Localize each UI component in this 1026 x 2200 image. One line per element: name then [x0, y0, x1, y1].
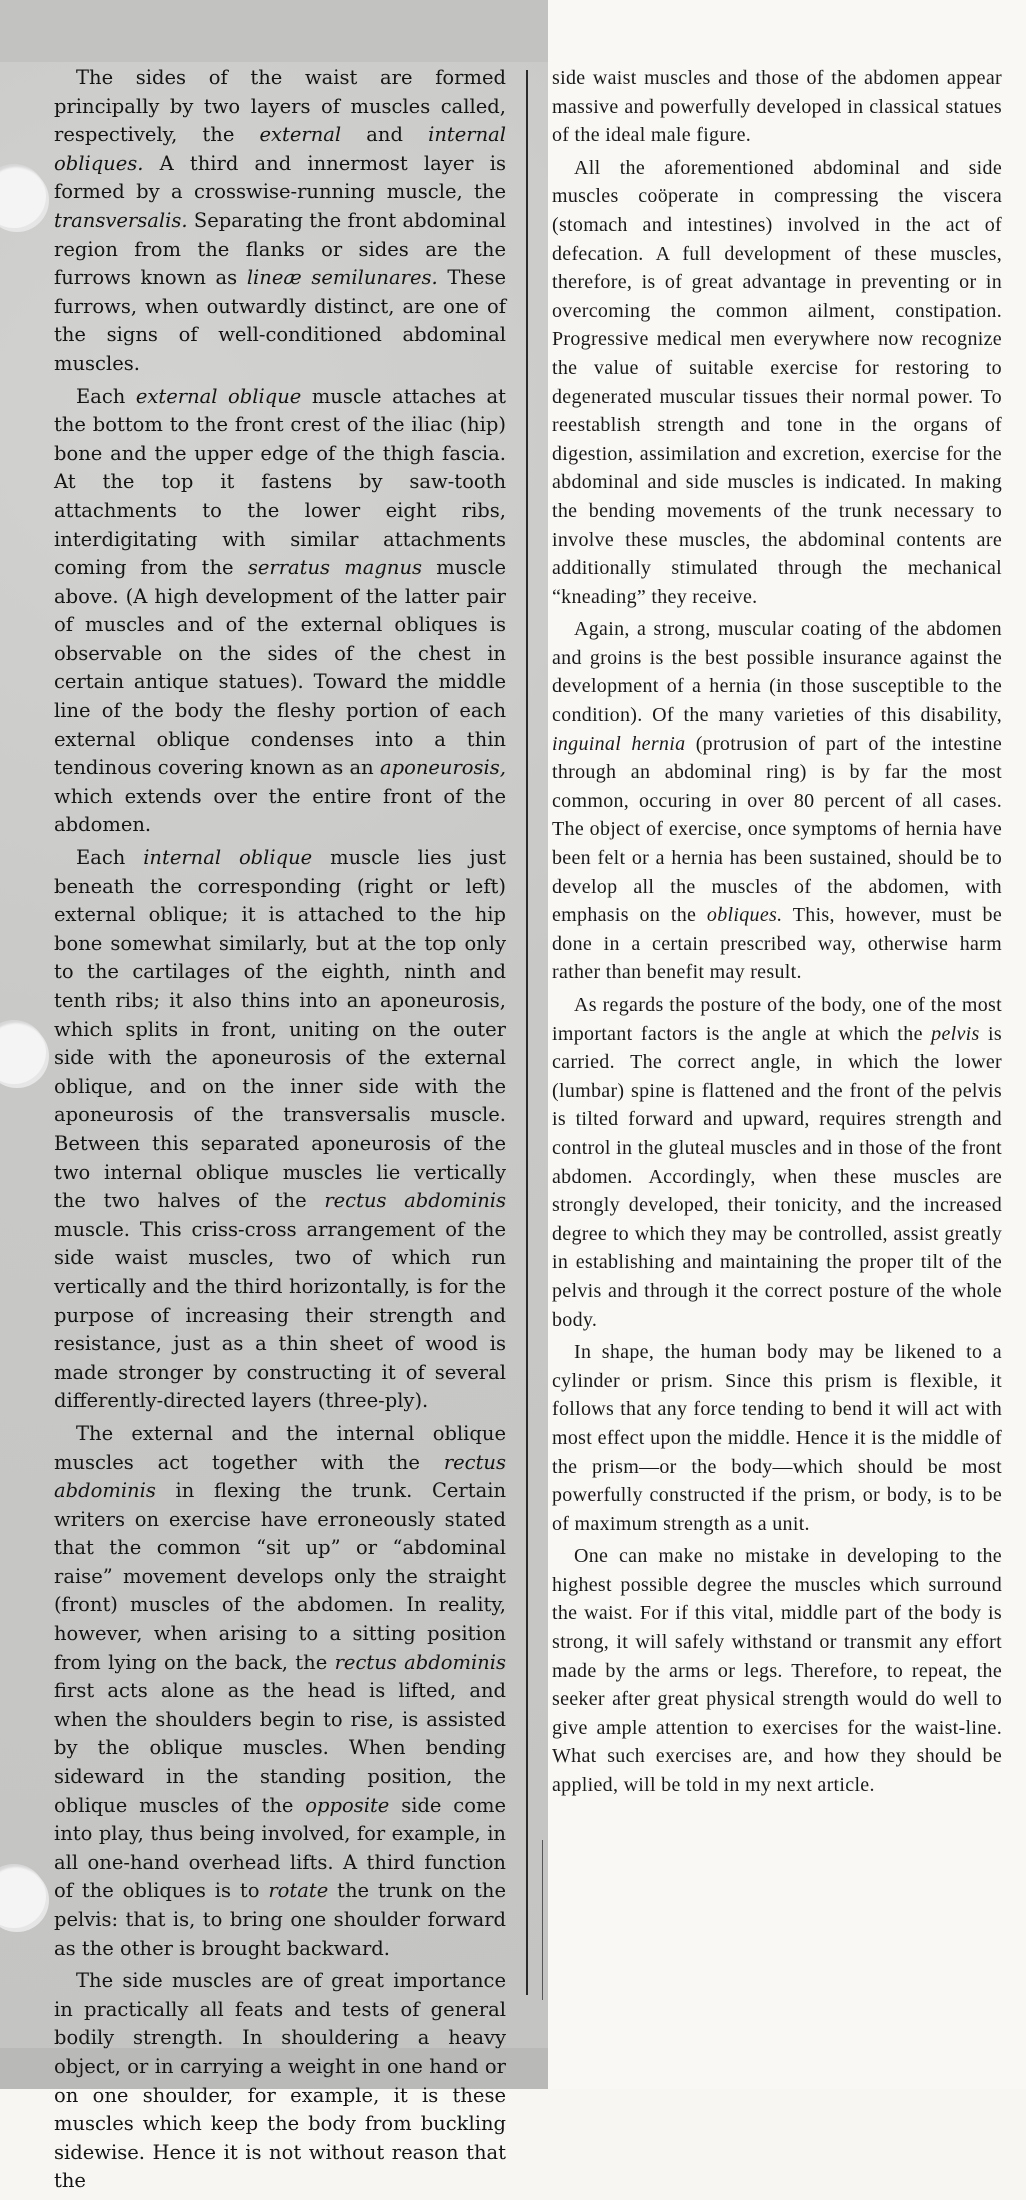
text-run: side waist muscles and those of the abdomen appear massive and powerfully developed in classical statues of the ideal male figure.	[552, 67, 1002, 147]
paragraph	[552, 154, 1002, 612]
text-run: The sides of the waist are formed principally by two layers of muscles called, respectively, the	[54, 66, 506, 147]
text-run: side come into play, thus being involved, for example, in all one-hand overhead lifts. A third function of the obliques is to	[54, 1793, 506, 1903]
text-run: The external and the internal oblique muscles act together with the	[54, 1421, 506, 1474]
paragraph	[54, 383, 506, 841]
text-run: Again, a strong, muscular coating of the abdomen and groins is the best possible insurance against the development of a hernia (in those susceptible to the condition). Of the many varieties of this disability,	[552, 618, 1002, 727]
paragraph	[552, 1338, 1002, 1538]
italic-term: obliques.	[706, 904, 783, 927]
italic-term: lineæ semilunares.	[246, 266, 438, 290]
italic-term: aponeurosis,	[379, 756, 506, 780]
italic-term: external	[259, 123, 342, 147]
italic-term: opposite	[305, 1793, 390, 1817]
text-run: Each	[76, 384, 136, 408]
italic-term: pelvis	[931, 1022, 980, 1045]
italic-term: rectus abdominis	[334, 1650, 506, 1674]
text-run: and	[341, 123, 429, 147]
text-run: A third and innermost layer is formed by a crosswise-running muscle, the	[54, 151, 506, 204]
scan-shadow-top	[0, 0, 548, 62]
text-run: the trunk on the pelvis: that is, to bring one shoulder forward as the other is brought backward.	[54, 1879, 506, 1960]
italic-term: internal obliques.	[54, 123, 506, 175]
paragraph	[552, 615, 1002, 987]
column-rule	[526, 70, 528, 1995]
paragraph	[54, 844, 506, 1416]
text-run: This, however, must be done in a certain prescribed way, otherwise harm rather than benefit may result.	[552, 904, 1002, 984]
text-run: muscle. This criss-cross arrangement of the side waist muscles, two of which run vertically and the third horizontally, is for the purpose of increasing their strength and resistance, just as a thin sheet of wood is made stronger by constructing it of several differently-directed layers (three-ply).	[54, 1217, 506, 1413]
text-run: is carried. The correct angle, in which the lower (lumbar) spine is flattened and the front of the pelvis is tilted forward and upward, requires strength and control in the gluteal muscles and in those of the front abdomen. Accordingly, when these muscles are strongly developed, their tonicity, and the increased degree to which they may be controlled, assist greatly in establishing and maintaining the proper tilt of the pelvis and through it the correct posture of the whole body.	[552, 1022, 1002, 1331]
italic-term: internal oblique	[143, 846, 313, 870]
text-run: (protrusion of part of the intestine through an abdominal ring) is by far the most common, occuring in over 80 percent of all cases. The object of exercise, once symptoms of hernia have been felt or a hernia has been sustained, should be to develop all the muscles of the abdomen, with emphasis on the	[552, 732, 1002, 927]
text-run: muscle above. (A high development of the latter pair of muscles and of the external obliques is observable on the sides of the chest in certain antique statues). Toward the middle line of the body the fleshy portion of each external oblique condenses into a thin tendinous covering known as an	[54, 556, 507, 780]
paragraph	[552, 64, 1002, 150]
paragraph	[54, 1967, 506, 2196]
text-run: muscle lies just beneath the corresponding (right or left) external oblique; it is attached to the hip bone somewhat similarly, but at the top only to the cartilages of the eighth, ninth and tenth ribs; it also thins into an aponeurosis, which splits in front, uniting on the outer side with the aponeurosis of the external oblique, and on the inner side with the aponeurosis of the transversalis muscle. Between this separated aponeurosis of the two internal oblique muscles lie vertically the two halves of the	[54, 846, 506, 1213]
punch-hole-icon	[0, 164, 46, 228]
italic-term: inguinal hernia	[552, 732, 686, 755]
punch-hole-icon	[0, 1864, 46, 1928]
text-run: which extends over the entire front of the abdomen.	[54, 784, 506, 837]
paragraph	[552, 1542, 1002, 1799]
italic-term: external oblique	[135, 384, 302, 408]
text-run: These furrows, when outwardly distinct, are one of the signs of well-conditioned abdominal muscles.	[54, 266, 506, 375]
text-run: The side muscles are of great importance in practically all feats and tests of general bodily strength. In shouldering a heavy object, or in carrying a weight in one hand or on one shoulder, for example, it is these muscles which keep the body from buckling sidewise. Hence it is not without reason that the	[54, 1969, 506, 2193]
paragraph	[552, 991, 1002, 1334]
italic-term: rotate	[268, 1879, 329, 1903]
text-run: first acts alone as the head is lifted, and when the shoulders begin to rise, is assisted by the oblique muscles. When bending sideward in the standing position, the oblique muscles of the	[54, 1679, 506, 1817]
text-run: As regards the posture of the body, one of the most important factors is the angle at which the	[552, 994, 1002, 1045]
italic-term: serratus magnus	[247, 556, 423, 580]
text-run: muscle attaches at the bottom to the front crest of the iliac (hip) bone and the upper edge of the thigh fascia. At the top it fastens by saw-tooth attachments to the lower eight ribs, interdigitating with similar attachments coming from the	[54, 384, 507, 580]
left-text-column	[54, 64, 506, 2200]
text-run: One can make no mistake in developing to the highest possible degree the muscles which surround the waist. For if this vital, middle part of the body is strong, it will safely withstand or transmit any effort made by the arms or legs. Therefore, to repeat, the seeker after great physical strength would do well to give ample attention to exercises for the waist-line. What such exercises are, and how they should be applied, will be told in my next article.	[552, 1545, 1002, 1797]
paragraph	[54, 64, 506, 379]
column-rule-secondary	[542, 1840, 543, 2000]
text-run: in flexing the trunk. Certain writers on exercise have erroneously stated that the common “sit up” or “abdominal raise” movement develops only the straight (front) muscles of the abdomen. In reality, however, when arising to a sitting position from lying on the back, the	[54, 1479, 506, 1674]
text-run: Each	[76, 846, 144, 870]
right-text-column	[552, 64, 1002, 1804]
italic-term: transversalis.	[54, 208, 188, 232]
text-run: Separating the front abdominal region from the flanks or sides are the furrows known as	[54, 208, 506, 290]
text-run: In shape, the human body may be likened to a cylinder or prism. Since this prism is flexible, it follows that any force tending to bend it will act with most effect upon the middle. Hence it is the middle of the prism—or the body—which should be most powerfully constructed if the prism, or body, is to be of maximum strength as a unit.	[552, 1341, 1002, 1535]
punch-hole-icon	[0, 1020, 46, 1084]
paragraph	[54, 1420, 506, 1963]
italic-term: rectus abdominis	[54, 1450, 506, 1503]
text-run: All the aforementioned abdominal and side muscles coöperate in compressing the viscera (stomach and intestines) involved in the act of defecation. A full development of these muscles, therefore, is of great advantage in preventing or in overcoming the common ailment, constipation. Progressive medical men everywhere now recognize the value of suitable exercise for restoring to degenerated muscular tissues their normal power. To reestablish strength and tone in the organs of digestion, assimilation and excretion, exercise for the abdominal and side muscles is indicated. In making the bending movements of the trunk necessary to involve these muscles, the abdominal contents are additionally stimulated through the mechanical “kneading” they receive.	[552, 156, 1002, 608]
italic-term: rectus abdominis	[324, 1189, 507, 1213]
